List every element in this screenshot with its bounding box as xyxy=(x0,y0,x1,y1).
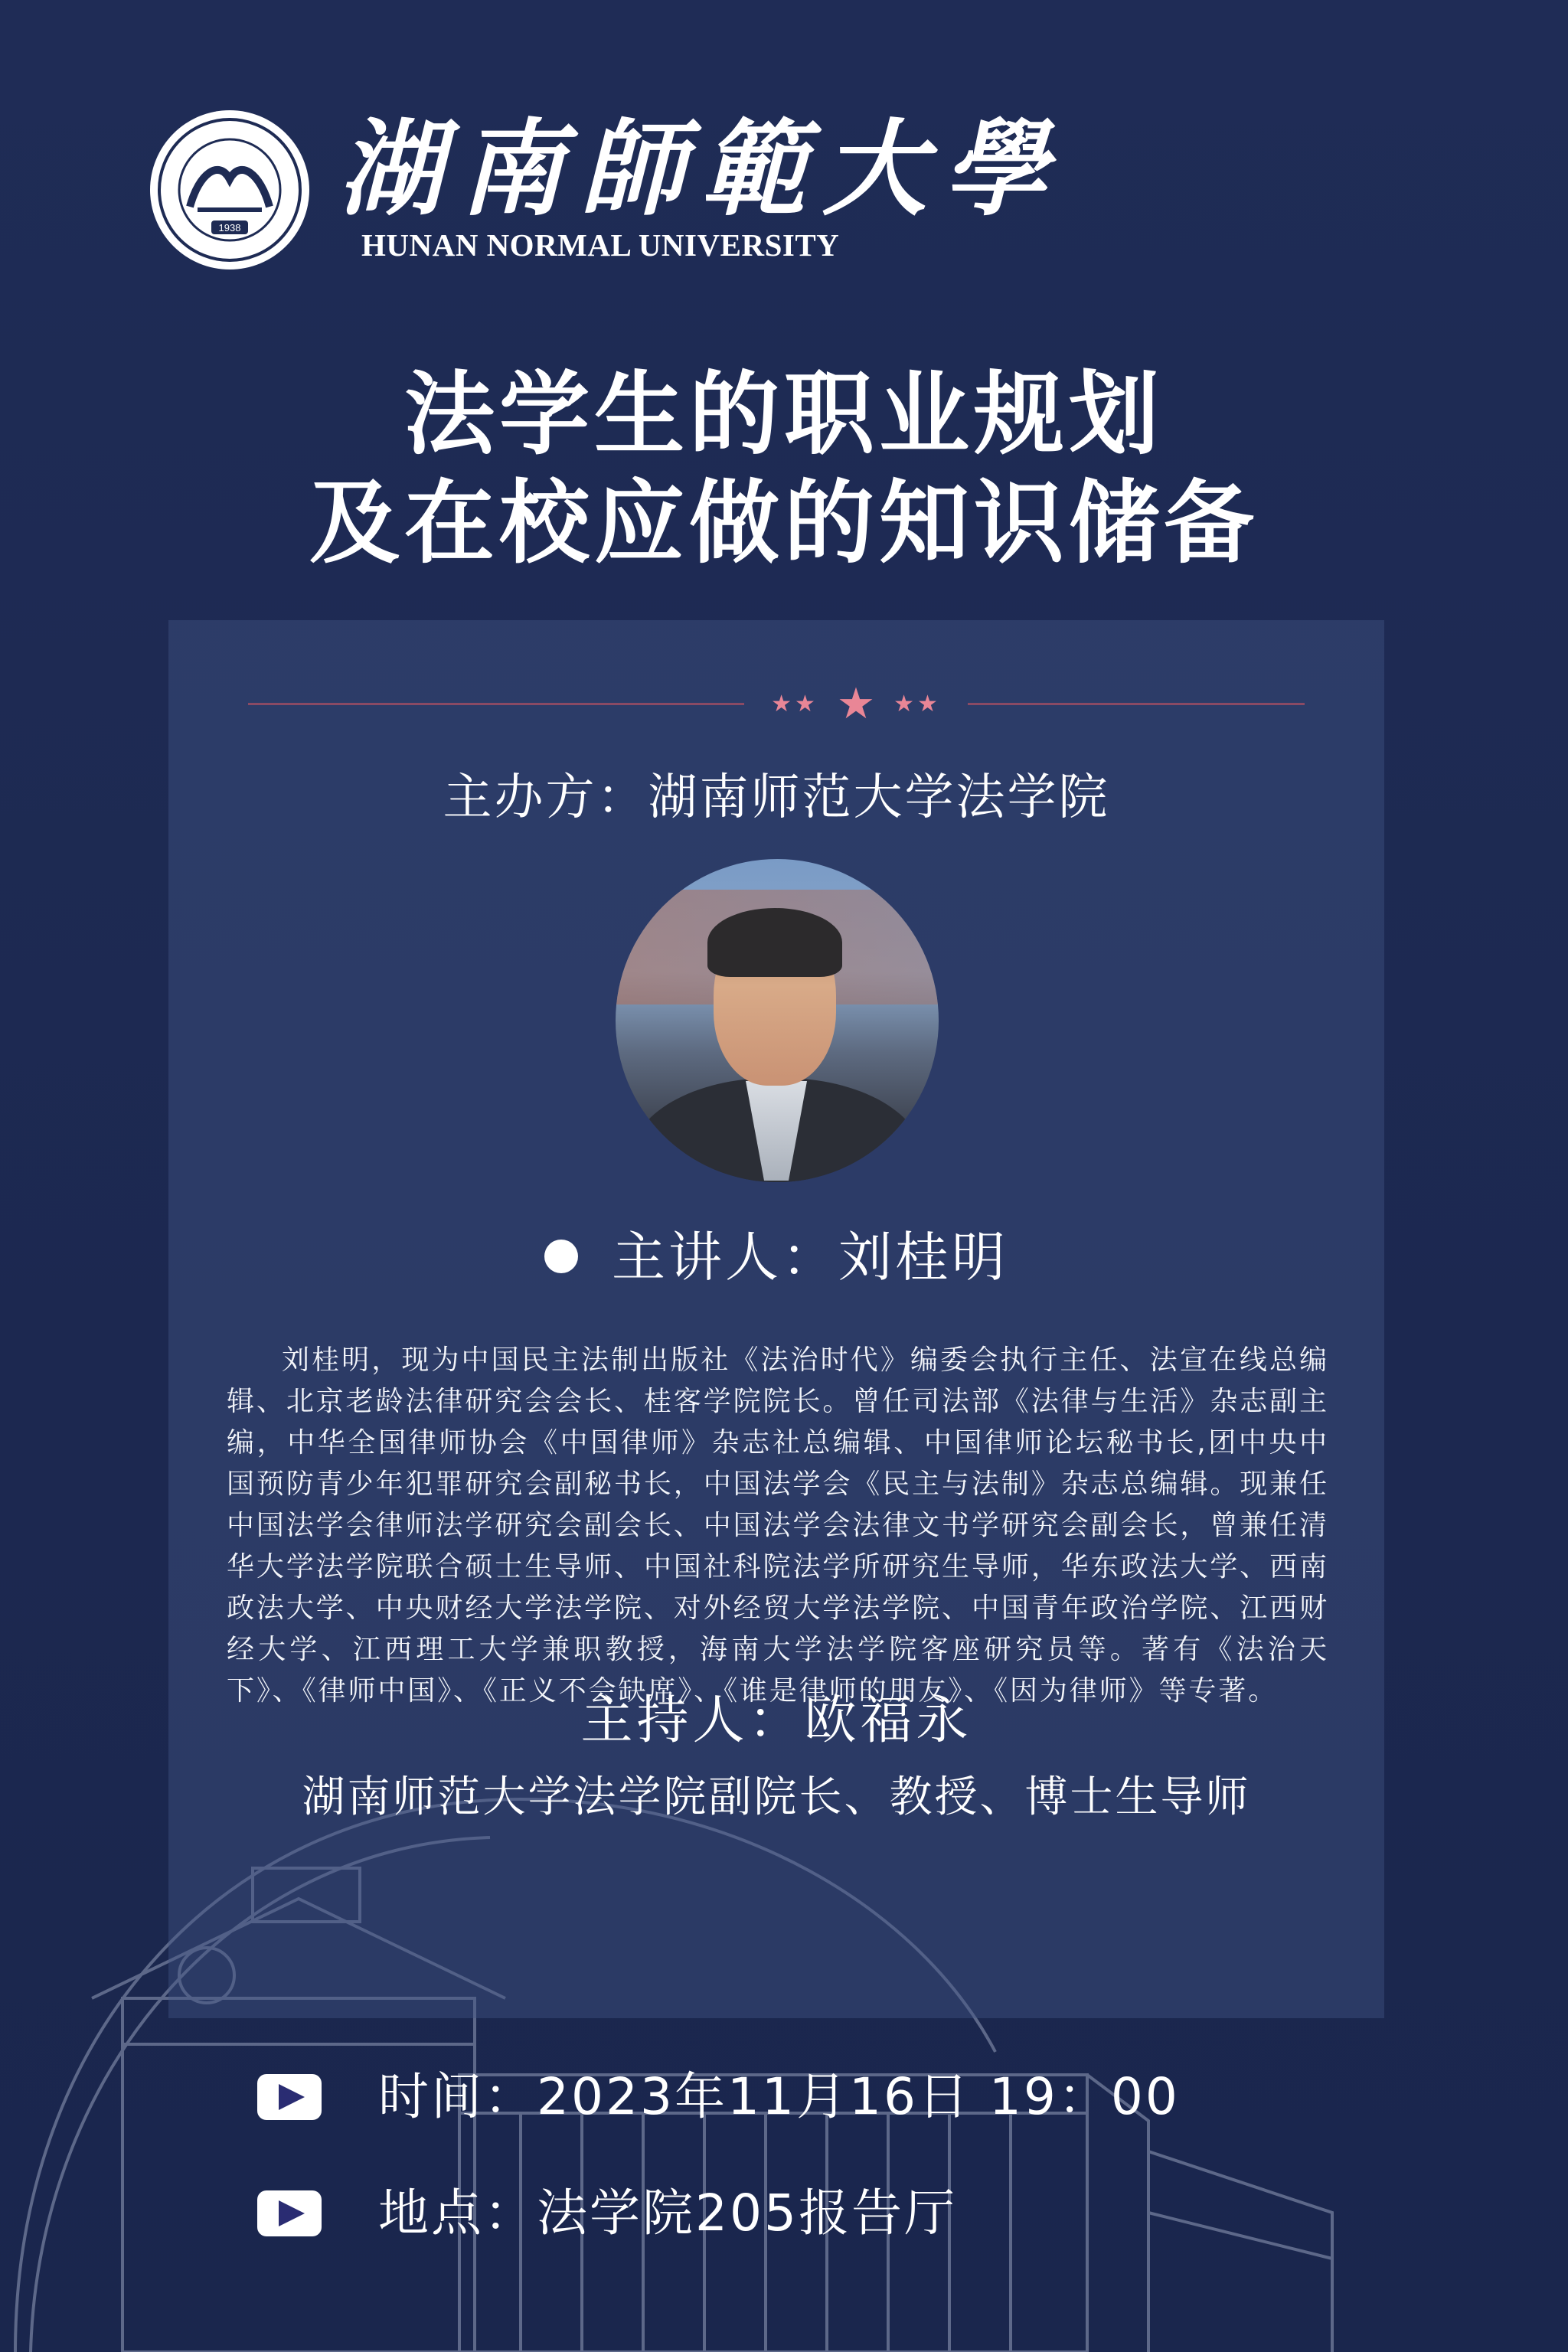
university-header xyxy=(145,106,1064,278)
event-location-row xyxy=(257,2179,1253,2248)
university-emblem-icon xyxy=(145,106,314,274)
play-icon xyxy=(257,2190,322,2236)
organizer-text: 主办方：湖南师范大学法学院 xyxy=(443,769,1110,826)
lecture-title-line-1: 法学生的职业规划 xyxy=(403,361,1164,467)
university-name-chinese: 湖南師範大學 xyxy=(338,108,1064,230)
svg-text:1938: 1938 xyxy=(218,222,241,234)
stars-divider-icon: ★★ ★ ★★ xyxy=(771,678,941,729)
play-icon xyxy=(257,2074,322,2120)
lecture-title-line-2: 及在校应做的知识储备 xyxy=(309,469,1259,576)
host-title: 湖南师范大学法学院副院长、教授、博士生导师 xyxy=(302,1772,1251,1822)
bullet-dot-icon xyxy=(544,1240,578,1273)
info-panel xyxy=(168,620,1384,2018)
speaker-bio: 刘桂明，现为中国民主法制出版社《法治时代》编委会执行主任、法宣在线总编辑、北京老龄法律研究会会长、桂客学院院长。曾任司法部《法律与生活》杂志副主编，中华全国律师协会《中国律师》杂志社总编辑、中国律师论坛秘书长,团中央中国预防青少年犯罪研究会副秘书长，中国法学会《民主与法制》杂志总编辑。现兼任中国法学会律师法学研究会副会长、中国法学会法律文书学研究会副会长，曾兼任清华大学法学院联合硕士生导师、中国社科院法学所研究生导师，华东政法大学、西南政法大学、中央财经大学法学院、对外经贸大学法学院、中国青年政治学院、江西财经大学、江西理工大学兼职教授，海南大学法学院客座研究员等。著有《法治天下》、《律师中国》、《正义不会缺席》、《谁是律师的朋友》、《因为律师》等专著。 xyxy=(227,1344,1329,1707)
university-name-english: HUNAN NORMAL UNIVERSITY xyxy=(361,227,840,263)
lecture-title xyxy=(0,360,1568,577)
event-location: 地点：法学院205报告厅 xyxy=(378,2184,957,2243)
event-time: 时间：2023年11月16日 19：00 xyxy=(378,2067,1180,2126)
divider-line-right xyxy=(968,703,1305,705)
event-time-row xyxy=(257,2063,1253,2132)
speaker-heading xyxy=(168,1225,1384,1289)
speaker-portrait xyxy=(616,859,939,1182)
divider-line-left xyxy=(248,703,744,705)
speaker-name: 主讲人：刘桂明 xyxy=(612,1226,1008,1289)
host-heading: 主持人：欧福永 xyxy=(580,1690,972,1751)
